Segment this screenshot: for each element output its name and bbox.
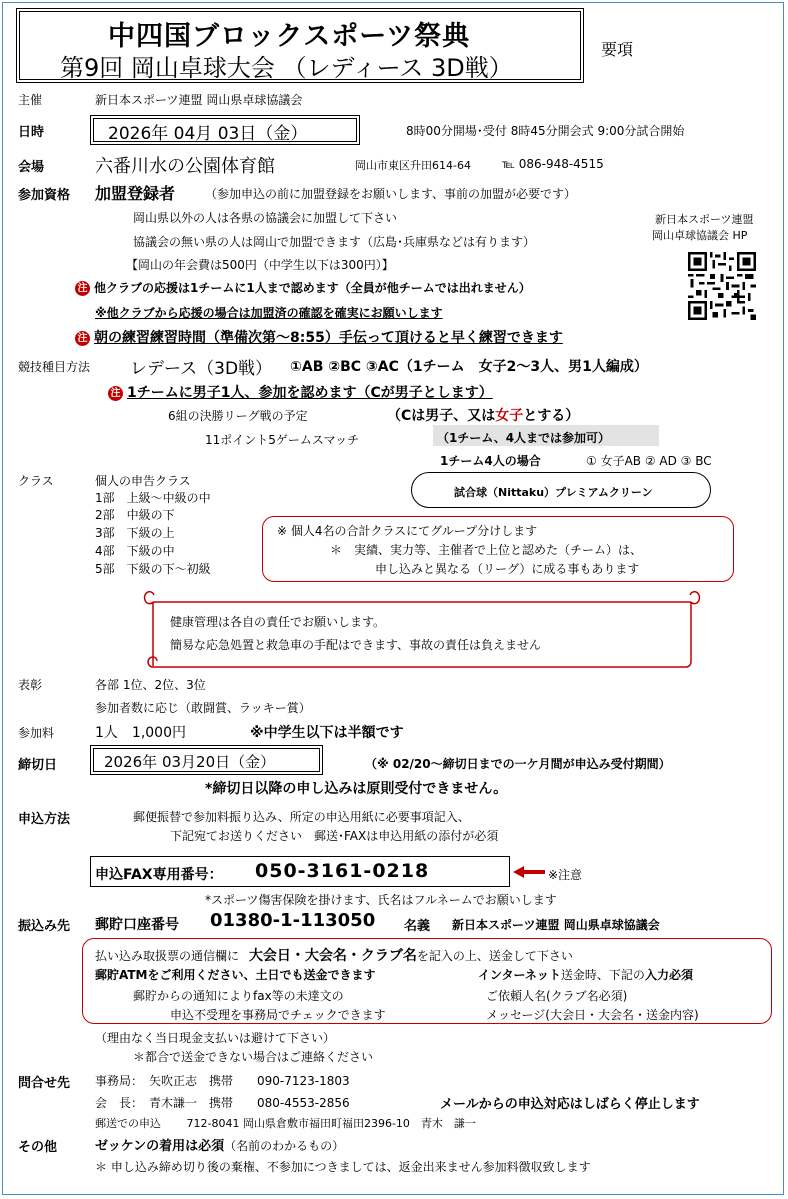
class-item: 2部 中級の下 [95, 508, 175, 522]
event-date: 2026年 04月 03日（金） [108, 124, 308, 144]
note-support-text: 他クラブの応援は1チームに1人まで認めます（全員が他チームでは出れません） [94, 281, 531, 295]
four-order: ① 女子AB ② AD ③ BC [586, 454, 712, 468]
transfer-row1 [95, 945, 573, 965]
contact-note: ＊都合で送金できない場合はご連絡ください [133, 1050, 374, 1064]
deadline-note: （※ 02/20～締切日までの一ケ月間が申込み受付期間） [365, 757, 671, 771]
apply-line2: 下記宛てお送りください 郵送･FAXは申込用紙の添付が必須 [170, 829, 499, 843]
organizer-label: 主催 [18, 93, 43, 107]
fax-number[interactable]: 050-3161-0218 [255, 860, 430, 882]
venue-label: 会場 [18, 160, 45, 175]
fee-label: 参加料 [18, 726, 55, 740]
eligibility-label: 参加資格 [18, 188, 71, 203]
event-order: ①AB ②BC ③AC（1チーム 女子2～3人、男1人編成） [290, 359, 648, 375]
venue-tel: ℡ 086-948-4515 [502, 157, 604, 171]
cash-note: （理由なく当日現金支払いは避けて下さい） [95, 1031, 336, 1045]
class-item: 3部 下級の上 [95, 526, 175, 540]
c-note-red: 女子 [495, 408, 524, 424]
class-item: 5部 下級の下～初級 [95, 562, 211, 576]
class-item: 4部 下級の中 [95, 544, 175, 558]
mail-stop-note: メールからの申込対応はしばらく停止します [440, 1097, 700, 1112]
league-plan: 6組の決勝リーグ戦の予定 [168, 409, 308, 423]
c-note-post: とする） [523, 408, 580, 424]
insurance-note: *スポーツ傷害保険を掛けます、氏名はフルネームでお願いします [205, 893, 557, 907]
transfer-row4-left: 申込不受理を事務局でチェックできます [170, 1008, 386, 1022]
deadline-label: 締切日 [18, 758, 58, 773]
health-line2: 簡易な応急処置と救急車の手配はできます、事故の責任は負えません [170, 638, 542, 652]
holder-name: 新日本スポーツ連盟 岡山県卓球協議会 [452, 918, 660, 932]
awards-line2: 参加者数に応じ（敢闘賞、ラッキー賞） [95, 701, 311, 715]
transfer-row3-right: ご依頼人名(クラブ名必須) [486, 989, 628, 1003]
c-male-note [387, 405, 579, 425]
class-label: クラス [18, 474, 54, 488]
refund-note: ＊ 申し込み締め切り後の棄権、不参加につきましては、返金出来ません参加料徴収致します [95, 1160, 591, 1174]
transfer-row2-left: 郵貯ATMをご利用ください、土日でも送金できます [95, 968, 376, 982]
event-schedule: 8時00分開場･受付 8時45分開会式 9:00分試合開始 [406, 124, 685, 138]
title-line1: 中四国ブロックスポーツ祭典 [108, 21, 471, 52]
hp-line2: 岡山卓球協議会 HP [652, 229, 748, 242]
venue-name: 六番川水の公園体育館 [95, 156, 275, 177]
organizer-value: 新日本スポーツ連盟 岡山県卓球協議会 [95, 93, 303, 107]
chair-contact: 会 長： 青木謙一 携帯 080-4553-2856 [95, 1096, 350, 1110]
deadline-date: 2026年 03月20日（金） [104, 753, 276, 771]
datetime-label: 日時 [18, 125, 45, 140]
health-scroll-frame [143, 590, 701, 674]
r2-mid: 送金時、下記の [560, 968, 645, 982]
note-practice [75, 327, 563, 347]
other-label: その他 [18, 1140, 58, 1155]
note-support [75, 279, 531, 296]
c-note-pre: （Cは男子、又は [387, 408, 496, 424]
event-type: レデース（3D戦） [130, 359, 273, 379]
four-case: 1チーム4人の場合 [440, 454, 541, 468]
r1-post: を記入の上、送金して下さい [416, 949, 573, 963]
transfer-label: 振込み先 [18, 919, 71, 934]
event-label: 競技種目方法 [18, 360, 91, 374]
title-line2: 第9回 岡山卓球大会 （レディース 3D戦） [60, 54, 513, 82]
apply-label: 申込方法 [18, 812, 71, 827]
eligibility-line3: 【岡山の年会費は500円（中学生以下は300円）】 [126, 258, 394, 272]
r2-bold2: 入力必須 [644, 968, 693, 982]
fee-note: ※中学生以下は半額です [250, 725, 404, 741]
r1-pre: 払い込み取扱票の通信欄に [95, 949, 240, 963]
awards-label: 表彰 [18, 678, 43, 692]
eligibility-line1: 岡山県以外の人は各県の協議会に加盟して下さい [133, 211, 398, 225]
fax-label: 申込FAX専用番号： [95, 867, 223, 883]
eligibility-line2: 協議会の無い県の人は岡山で加盟できます（広島･兵庫県などは有ります） [133, 235, 536, 249]
note-male-text: 1チームに男子1人、参加を認めます（Cが男子とします） [127, 385, 493, 401]
four-players: （1チーム、4人までは参加可） [437, 431, 611, 445]
bib-required [95, 1135, 344, 1154]
note-mark-icon: 注 [75, 281, 90, 296]
hp-line1: 新日本スポーツ連盟 [655, 213, 754, 226]
health-line1: 健康管理は各自の責任でお願いします。 [170, 615, 386, 629]
eligibility-head-note: （参加申込の前に加盟登録をお願いします、事前の加盟が必要です） [205, 187, 577, 201]
fax-caution: ※注意 [548, 868, 583, 882]
match-format: 11ポイント5ゲームスマッチ [205, 433, 360, 447]
group-note2: ＊ 実績、実力等、主催者で上位と認めた（チーム）は、 [330, 543, 643, 557]
class-head: 個人の申告クラス [95, 474, 191, 488]
eligibility-head: 加盟登録者 [95, 184, 176, 203]
account-label: 郵貯口座番号 [95, 917, 179, 933]
transfer-row2-right [478, 966, 693, 983]
note-confirm: ※他クラブから応援の場合は加盟済の確認を確実にお願いします [95, 306, 443, 320]
deadline-warning: *締切日以降の申し込みは原則受付できません。 [205, 781, 508, 797]
transfer-row3-left: 郵貯からの通知によりfax等の未達文の [133, 989, 344, 1003]
account-number[interactable]: 01380-1-113050 [210, 910, 376, 931]
transfer-row4-right: メッセージ(大会日・大会名・送金内容) [486, 1008, 699, 1022]
office-contact: 事務局： 矢吹正志 携帯 090-7123-1803 [95, 1074, 350, 1088]
awards-line1: 各部 1位、2位、3位 [95, 678, 206, 692]
class-item: 1部 上級～中級の中 [95, 491, 211, 505]
inquiry-label: 問合せ先 [18, 1076, 71, 1091]
bib-note: （名前のわかるもの） [224, 1139, 345, 1153]
venue-address: 岡山市東区升田614-64 [355, 159, 471, 172]
qr-code-icon[interactable] [688, 248, 756, 324]
group-note1: ※ 個人4名の合計クラスにてグループ分けします [277, 524, 538, 538]
left-arrow-icon [513, 866, 545, 878]
note-mark-icon: 注 [108, 386, 123, 401]
ball-text: 試合球（Nittaku）プレミアムクリーン [454, 486, 653, 499]
holder-label: 名義 [404, 919, 431, 934]
bib-text: ゼッケンの着用は必須 [95, 1139, 225, 1154]
apply-line1: 郵便振替で参加料振り込み、所定の申込用紙に必要事項記入、 [133, 810, 470, 824]
fee-value: 1人 1,000円 [95, 725, 186, 741]
youkou-label: 要項 [601, 40, 634, 59]
note-mark-icon: 注 [75, 331, 90, 346]
note-practice-text: 朝の練習練習時間（準備次第～8:55）手伝って頂けると早く練習できます [94, 330, 563, 346]
r1-bold: 大会日・大会名・クラブ名 [248, 948, 417, 964]
r2-bold: インターネット [478, 968, 561, 982]
post-address: 郵送での申込 712-8041 岡山県倉敷市福田町福田2396-10 青木 謙一 [95, 1117, 476, 1130]
group-note3: 申し込みと異なる（リーグ）に成る事もあります [375, 562, 640, 576]
note-male [108, 382, 493, 402]
